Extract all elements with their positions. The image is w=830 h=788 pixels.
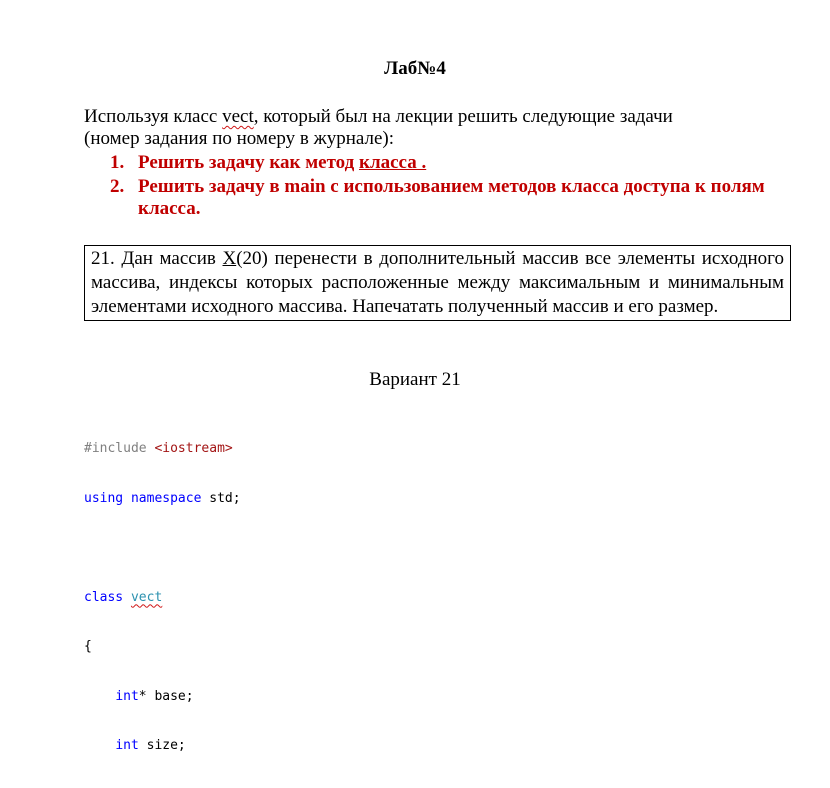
task-number-2: 2. [110,176,125,197]
task-statement-box [84,245,791,321]
intro-line-2: (номер задания по номеру в журнале): [84,128,395,149]
code-kw-class: class [84,589,124,605]
code-line-blank [84,540,241,557]
code-line-using [84,491,241,508]
code-line-size [84,738,241,755]
code-kw-using: using [84,490,124,506]
code-line-class [84,590,241,607]
code-listing [84,408,241,788]
code-size-decl: size; [138,738,186,753]
intro-text-before: Используя класс [84,106,223,127]
intro-line-1 [84,106,804,128]
task-text-1: Решить задачу как метод [138,152,359,173]
intro-text-after: , который был на лекции решить следующие задачи [253,106,673,127]
task-item-1 [110,152,790,174]
task-text-2: Решить задачу в main с использованием методов класса доступа к полям класса. [138,176,765,219]
task-statement-before: 21. Дан массив [91,248,223,269]
class-name-vect: vect [222,106,254,127]
intro-paragraph [84,106,804,150]
task-statement-after: (20) перенести в дополнительный массив все элементы исходного массива, индексы которых расположенные между максимальным и минимальным элементами исходного массива. Напечатать полученный массив и его размер. [91,248,785,317]
variant-heading: Вариант 21 [369,369,461,390]
task-number-1: 1. [110,152,125,173]
task-item-2 [110,176,790,220]
code-base-decl: * base; [138,688,194,704]
task-list [110,152,790,222]
code-header: <iostream> [154,441,233,456]
code-std: std; [201,490,241,506]
task-text-1-underlined: класса . [359,152,427,173]
code-type-int-1: int [115,688,139,704]
array-name-x: X [222,248,237,269]
code-line-base [84,689,241,706]
lab-title: Лаб№4 [384,58,446,79]
code-class-name: vect [130,589,163,605]
code-line-brace: { [84,639,92,654]
code-line-include [84,441,241,458]
code-directive: #include [84,441,147,456]
code-kw-namespace: namespace [130,490,202,506]
code-type-int-2: int [115,738,139,753]
